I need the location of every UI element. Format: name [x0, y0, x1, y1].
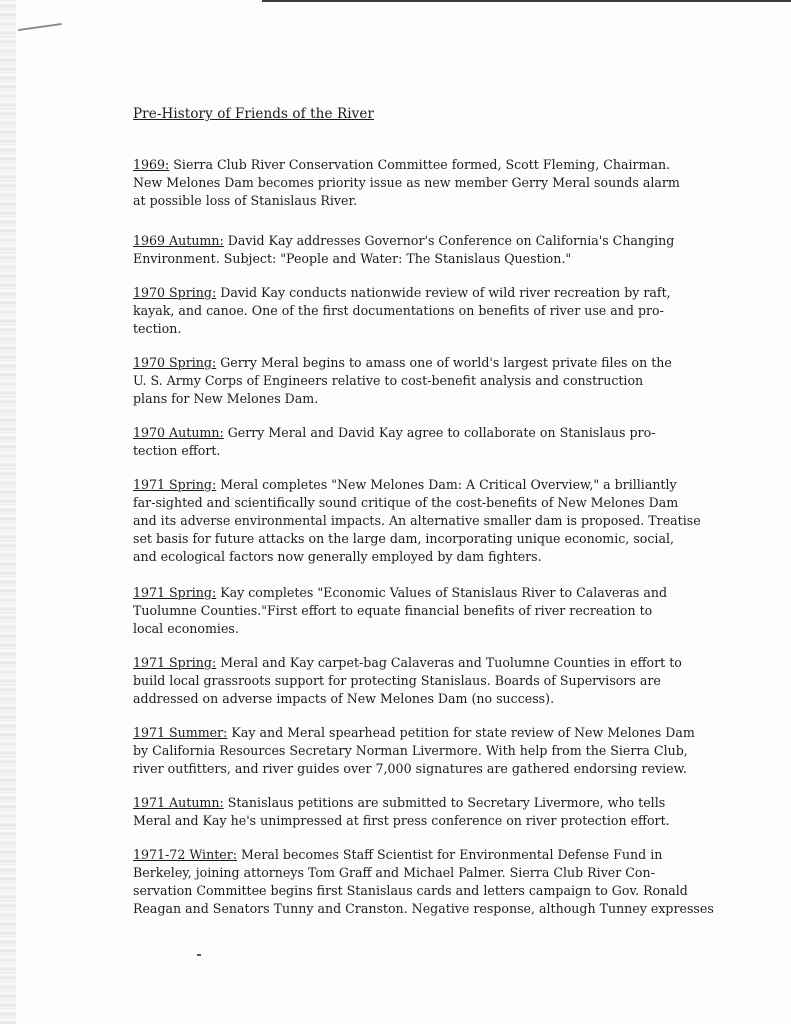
timeline-entry: [133, 476, 773, 566]
entry-line: [133, 284, 773, 302]
entry-date: 1971 Spring:: [133, 655, 217, 670]
timeline-entry: [133, 156, 773, 210]
entry-date: 1969:: [133, 157, 170, 172]
timeline-entry: [133, 584, 773, 638]
entry-text: Meral becomes Staff Scientist for Environmental Defense Fund in: [236, 847, 663, 862]
entry-date: 1970 Autumn:: [133, 425, 224, 440]
entry-line: and its adverse environmental impacts. An alternative smaller dam is proposed. Treatise: [133, 513, 701, 528]
scan-left-edge: [0, 0, 16, 1024]
entry-line: addressed on adverse impacts of New Melones Dam (no success).: [133, 691, 555, 706]
entry-line: local economies.: [133, 621, 239, 636]
document-title: Pre-History of Friends of the River: [133, 106, 374, 122]
entry-date: 1971 Spring:: [133, 585, 217, 600]
entry-date: 1971 Spring:: [133, 477, 217, 492]
entry-line: Reagan and Senators Tunny and Cranston. Negative response, although Tunney expresses: [133, 901, 714, 916]
entry-line: [133, 424, 773, 442]
entry-line: U. S. Army Corps of Engineers relative to cost-benefit analysis and construction: [133, 373, 644, 388]
entry-line: plans for New Melones Dam.: [133, 391, 319, 406]
timeline-entry: [133, 232, 773, 268]
entry-line: far-sighted and scientifically sound critique of the cost-benefits of New Melones Dam: [133, 495, 679, 510]
entry-text: Meral completes "New Melones Dam: A Critical Overview," a brilliantly: [216, 477, 677, 492]
entry-line: at possible loss of Stanislaus River.: [133, 193, 358, 208]
entry-line: Berkeley, joining attorneys Tom Graff and Michael Palmer. Sierra Club River Con-: [133, 865, 655, 880]
entry-text: Meral and Kay carpet-bag Calaveras and Tuolumne Counties in effort to: [216, 655, 682, 670]
entry-date: 1971 Summer:: [133, 725, 228, 740]
timeline-entry: [133, 354, 773, 408]
entry-line: by California Resources Secretary Norman Livermore. With help from the Sierra Club,: [133, 743, 688, 758]
entry-line: tection effort.: [133, 443, 221, 458]
entry-line: [133, 354, 773, 372]
entry-date: 1970 Spring:: [133, 355, 217, 370]
entry-date: 1971-72 Winter:: [133, 847, 237, 862]
entry-line: tection.: [133, 321, 182, 336]
entry-text: Gerry Meral begins to amass one of world's largest private files on the: [216, 355, 672, 370]
entry-line: and ecological factors now generally employed by dam fighters.: [133, 549, 542, 564]
entry-line: build local grassroots support for protecting Stanislaus. Boards of Supervisors are: [133, 673, 661, 688]
entry-text: Kay and Meral spearhead petition for state review of New Melones Dam: [227, 725, 695, 740]
entry-line: Tuolumne Counties."First effort to equate financial benefits of river recreation to: [133, 603, 653, 618]
timeline-entry: [133, 284, 773, 338]
entry-line: kayak, and canoe. One of the first documentations on benefits of river use and pro-: [133, 303, 664, 318]
entry-line: [133, 846, 773, 864]
entry-line: [133, 476, 773, 494]
entry-text: David Kay conducts nationwide review of wild river recreation by raft,: [216, 285, 671, 300]
entry-line: Meral and Kay he's unimpressed at first press conference on river protection effort.: [133, 813, 670, 828]
entry-date: 1969 Autumn:: [133, 233, 224, 248]
entry-line: Environment. Subject: "People and Water: The Stanislaus Question.": [133, 251, 572, 266]
entry-text: Gerry Meral and David Kay agree to collaborate on Stanislaus pro-: [223, 425, 656, 440]
scan-speck: [197, 954, 201, 956]
entry-line: servation Committee begins first Stanislaus cards and letters campaign to Gov. Ronald: [133, 883, 688, 898]
entry-text: Kay completes "Economic Values of Stanislaus River to Calaveras and: [216, 585, 668, 600]
timeline-entry: [133, 724, 773, 778]
entry-line: [133, 794, 773, 812]
entry-line: [133, 156, 773, 174]
entry-date: 1971 Autumn:: [133, 795, 224, 810]
scan-edge-mark: [18, 23, 62, 31]
entry-line: [133, 584, 773, 602]
timeline-entry: [133, 424, 773, 460]
entry-date: 1970 Spring:: [133, 285, 217, 300]
entry-text: David Kay addresses Governor's Conference on California's Changing: [223, 233, 675, 248]
timeline-entry: [133, 846, 773, 918]
scan-top-rule: [262, 0, 791, 2]
entry-line: set basis for future attacks on the large dam, incorporating unique economic, social,: [133, 531, 674, 546]
timeline-entry: [133, 794, 773, 830]
entry-line: [133, 654, 773, 672]
entry-line: river outfitters, and river guides over 7,000 signatures are gathered endorsing review.: [133, 761, 687, 776]
entry-text: Sierra Club River Conservation Committee formed, Scott Fleming, Chairman.: [169, 157, 671, 172]
entry-line: [133, 724, 773, 742]
entry-text: Stanislaus petitions are submitted to Secretary Livermore, who tells: [223, 795, 666, 810]
entry-line: New Melones Dam becomes priority issue as new member Gerry Meral sounds alarm: [133, 175, 680, 190]
entry-line: [133, 232, 773, 250]
timeline-entry: [133, 654, 773, 708]
